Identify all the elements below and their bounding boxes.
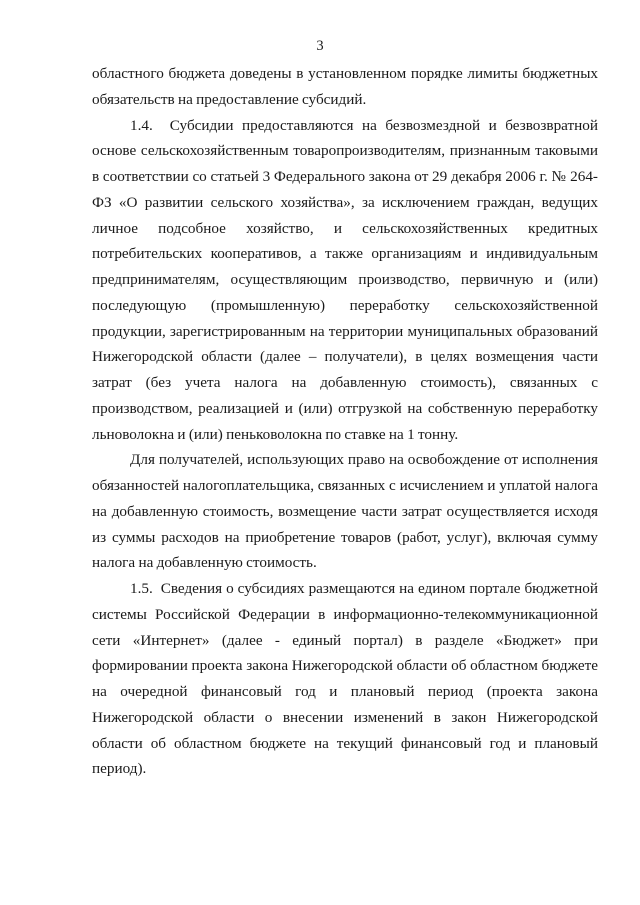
paragraph-vat-exemption: Для получателей, использующих право на освобождение от исполнения обязанностей налогоплательщика, связанных с исчислением и уплатой налога на добавленную стоимость, возмещение части затрат осуществляется исходя из суммы расходов на приобретение товаров (работ, услуг), включая сумму налога на добавленную стоимость. bbox=[92, 451, 598, 572]
page-number: 3 bbox=[316, 38, 324, 54]
paragraph-continuation: областного бюджета доведены в установленном порядке лимиты бюджетных обязательств на предоставление субсидий. bbox=[92, 65, 598, 108]
paragraph-1-4: 1.4. Субсидии предоставляются на безвозмездной и безвозвратной основе сельскохозяйственным товаропроизводителям, признанным таковыми в соответствии со статьей 3 Федерального закона от 29 декабря 2006 г. № 264-ФЗ «О развитии сельского хозяйства», за исключением граждан, ведущих личное подсобное хозяйство, и сельскохозяйственных кредитных потребительских кооперативов, а также организациям и индивидуальным предпринимателям, осуществляющим производство, первичную и (или) последующую (промышленную) переработку сельскохозяйственной продукции, зарегистрированным на территории муниципальных образований Нижегородской области (далее – получатели), в целях возмещения части затрат (без учета налога на добавленную стоимость), связанных с производством, реализацией и (или) отгрузкой на собственную переработку льноволокна и (или) пеньковолокна по ставке на 1 тонну. bbox=[92, 116, 598, 443]
paragraph-1-5: 1.5. Сведения о субсидиях размещаются на едином портале бюджетной системы Российской Федерации в информационно-телекоммуникационной сети «Интернет» (далее - единый портал) в разделе «Бюджет» при формировании проекта закона Нижегородской области об областном бюджете на очередной финансовый год и плановый период (проекта закона Нижегородской области о внесении изменений в закон Нижегородской области об областном бюджете на текущий финансовый год и плановый период). bbox=[92, 580, 598, 778]
document-body bbox=[92, 61, 598, 782]
